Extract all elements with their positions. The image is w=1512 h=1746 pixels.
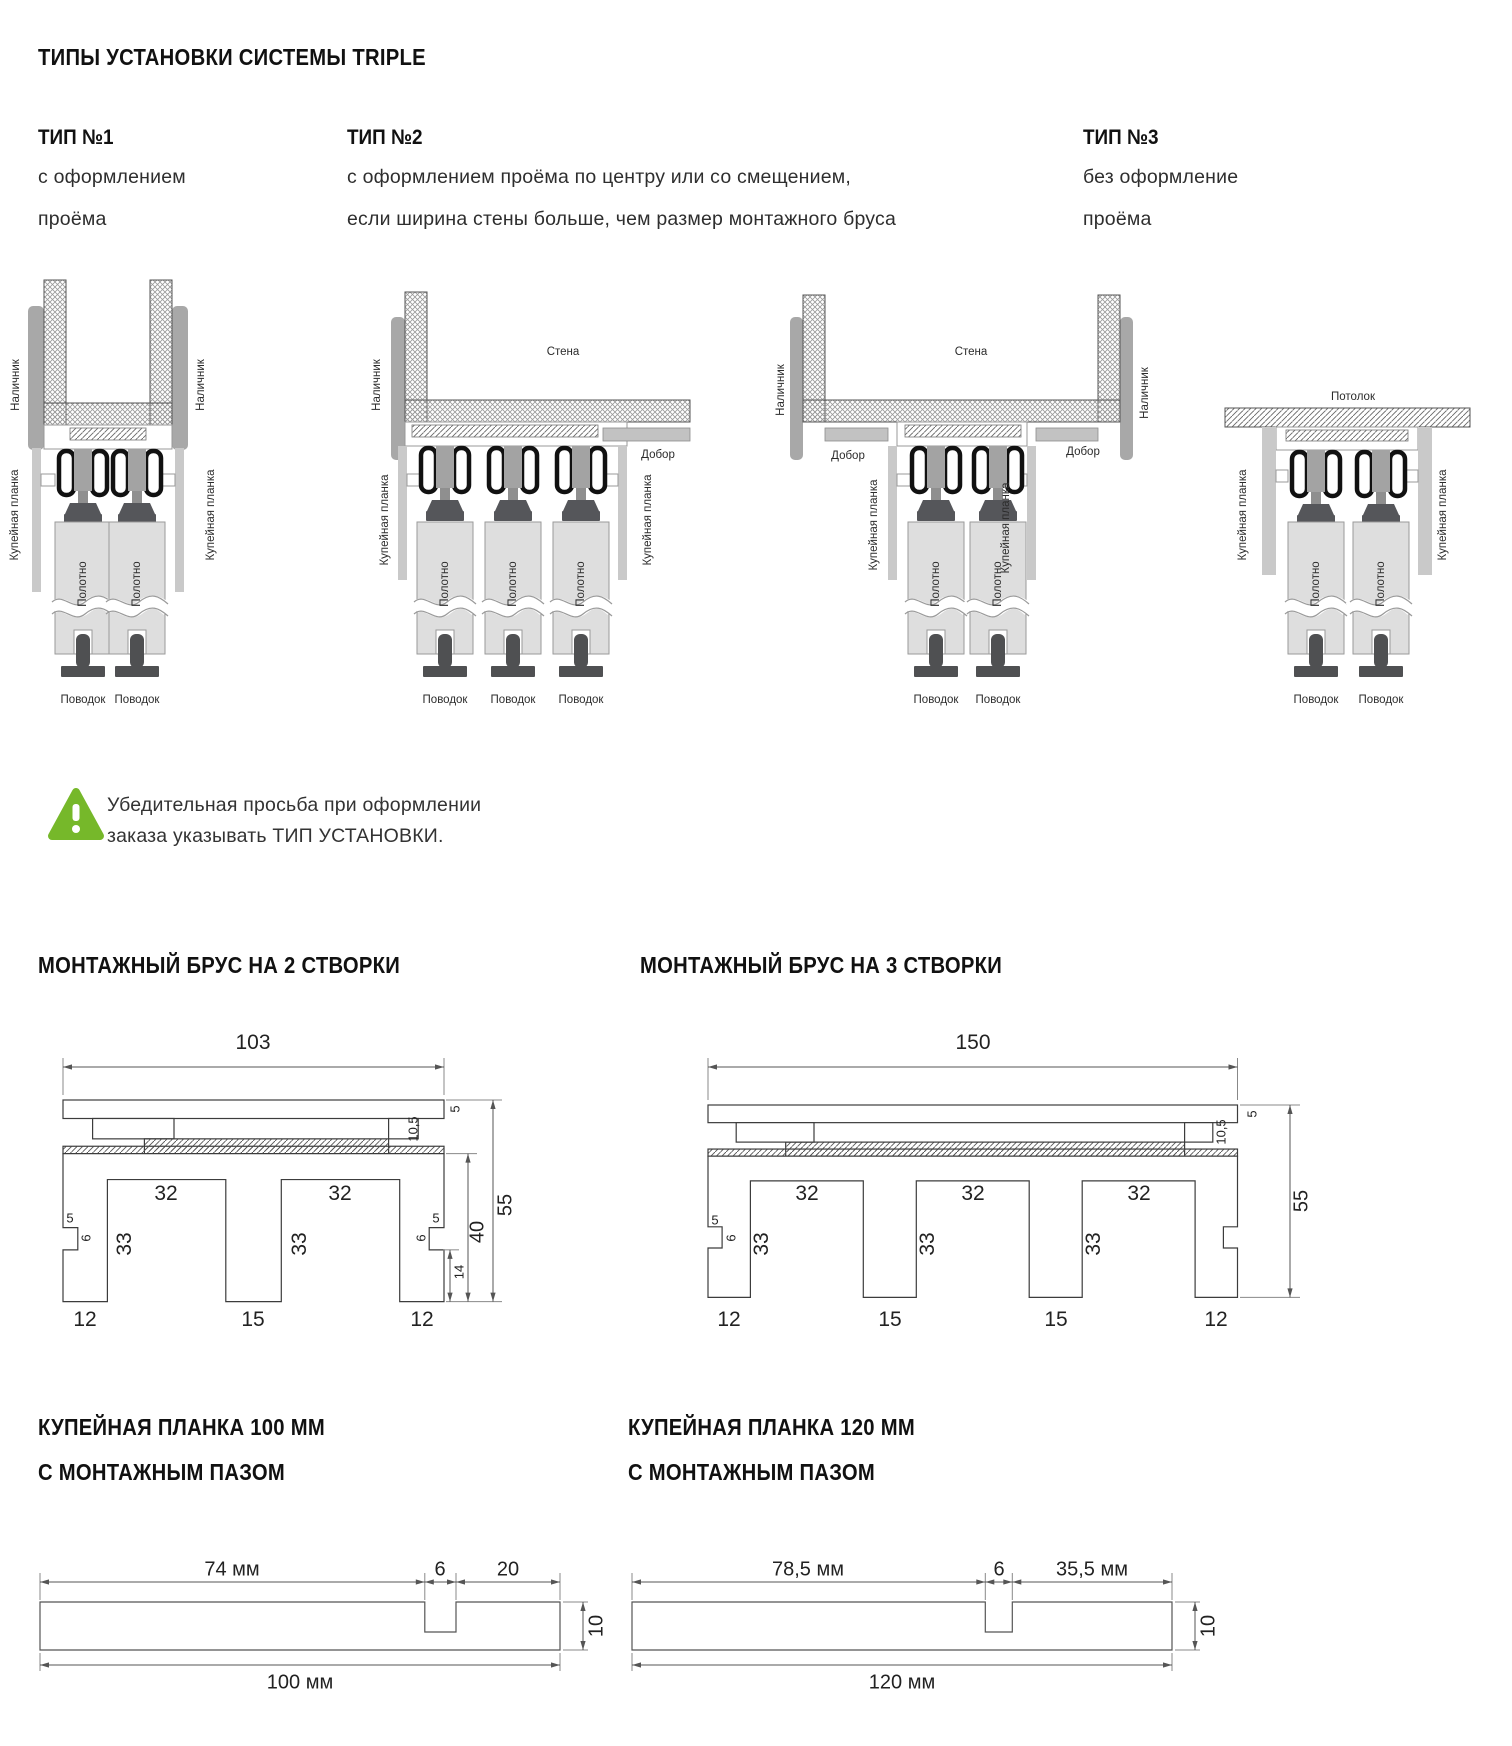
plank120-dim-groove: 6 bbox=[993, 1558, 1005, 1581]
beam3-leg12-right: 12 bbox=[1204, 1308, 1228, 1331]
plank100-title-line1: КУПЕЙНАЯ ПЛАНКА 100 ММ bbox=[38, 1414, 325, 1440]
note-line1: Убедительная просьба при оформлении bbox=[107, 794, 482, 816]
type1-povodok1-label: Поводок bbox=[60, 694, 106, 706]
beam2-notch6-right: 6 bbox=[413, 1234, 429, 1242]
type2c-stena-label: Стена bbox=[546, 346, 580, 358]
plank120-title-line2: С МОНТАЖНЫМ ПАЗОМ bbox=[628, 1459, 876, 1485]
beam3-dim-33c: 33 bbox=[1082, 1232, 1105, 1256]
beam2-leg12-left: 12 bbox=[73, 1308, 97, 1331]
type2-desc-line1: с оформлением проёма по центру или со смещением, bbox=[347, 166, 851, 188]
type2o-nalichnik-right-label: Наличник bbox=[1139, 367, 1151, 419]
type1-name: ТИП №1 bbox=[38, 126, 114, 149]
plank100-dim-b: 20 bbox=[496, 1558, 520, 1581]
beam2-dim-width: 103 bbox=[235, 1031, 271, 1054]
type1-planka-right-label: Купейная планка bbox=[205, 469, 217, 561]
plank120-drawing bbox=[632, 1573, 1200, 1671]
plank100-title-line2: С МОНТАЖНЫМ ПАЗОМ bbox=[38, 1459, 286, 1485]
beam2-dim-5top: 5 bbox=[447, 1105, 463, 1113]
beam2-leg12-right: 12 bbox=[410, 1308, 434, 1331]
plank-drawings bbox=[0, 1555, 1512, 1735]
type3-potolok-label: Потолок bbox=[1331, 391, 1375, 403]
type1-povodok2-label: Поводок bbox=[114, 694, 160, 706]
warning-icon bbox=[48, 786, 104, 846]
type3-povodok1-label: Поводок bbox=[1293, 694, 1339, 706]
type1-diagram bbox=[28, 280, 188, 677]
beam3-dim-105: 10,5 bbox=[1213, 1119, 1229, 1145]
type3-desc-line1: без оформление bbox=[1083, 166, 1239, 188]
beam3-dim-55: 55 bbox=[1290, 1189, 1313, 1213]
type2o-stena-label: Стена bbox=[954, 346, 988, 358]
note-text bbox=[107, 790, 481, 852]
plank120-title-line1: КУПЕЙНАЯ ПЛАНКА 120 ММ bbox=[628, 1414, 915, 1440]
beam2-notch5-right: 5 bbox=[432, 1210, 440, 1226]
type2c-polotno3-label: Полотно bbox=[575, 561, 587, 607]
beam3-dim-33b: 33 bbox=[916, 1232, 939, 1256]
beam3-leg15a: 15 bbox=[878, 1308, 902, 1331]
type3-name: ТИП №3 bbox=[1083, 126, 1159, 149]
beam3-dim-32a: 32 bbox=[795, 1182, 819, 1205]
plank100-drawing bbox=[40, 1573, 588, 1671]
type1-planka-left-label: Купейная планка bbox=[9, 469, 21, 561]
type2c-polotno1-label: Полотно bbox=[439, 561, 451, 607]
type3-planka-left-label: Купейная планка bbox=[1237, 469, 1249, 561]
type1-polotno1-label: Полотно bbox=[77, 561, 89, 607]
type1-nalichnik-right-label: Наличник bbox=[195, 359, 207, 411]
beam2-dim-40: 40 bbox=[466, 1220, 489, 1244]
beam2-leg15: 15 bbox=[241, 1308, 265, 1331]
type1-desc-line2: проёма bbox=[38, 208, 107, 230]
type2o-nalichnik-left-label: Наличник bbox=[775, 364, 787, 416]
beam2-notch6-left: 6 bbox=[78, 1234, 94, 1242]
beam2-dim-32a: 32 bbox=[154, 1182, 178, 1205]
plank100-dim-groove: 6 bbox=[434, 1558, 446, 1581]
page-title: ТИПЫ УСТАНОВКИ СИСТЕМЫ TRIPLE bbox=[38, 44, 426, 70]
type3-povodok2-label: Поводок bbox=[1358, 694, 1404, 706]
beam3-leg15b: 15 bbox=[1044, 1308, 1068, 1331]
plank120-dim-height: 10 bbox=[1197, 1614, 1220, 1638]
type2o-planka-left-label: Купейная планка bbox=[868, 479, 880, 571]
type2c-planka-left-label: Купейная планка bbox=[379, 474, 391, 566]
type2c-povodok1-label: Поводок bbox=[422, 694, 468, 706]
beam2-dim-32b: 32 bbox=[328, 1182, 352, 1205]
beam3-title: МОНТАЖНЫЙ БРУС НА 3 СТВОРКИ bbox=[640, 952, 1003, 978]
type2c-polotno2-label: Полотно bbox=[507, 561, 519, 607]
plank100-dim-a: 74 мм bbox=[204, 1558, 260, 1581]
beam2-dim-14: 14 bbox=[451, 1264, 467, 1280]
type2o-planka-right-label: Купейная планка bbox=[1000, 482, 1012, 574]
type1-desc-line1: с оформлением bbox=[38, 166, 186, 188]
installation-diagrams bbox=[0, 262, 1512, 732]
beam2-dim-33b: 33 bbox=[288, 1232, 311, 1256]
beam3-dim-33a: 33 bbox=[750, 1232, 773, 1256]
plank100-dim-height: 10 bbox=[585, 1614, 608, 1638]
type2o-povodok2-label: Поводок bbox=[975, 694, 1021, 706]
beam2-title: МОНТАЖНЫЙ БРУС НА 2 СТВОРКИ bbox=[38, 952, 401, 978]
beam2-drawing bbox=[63, 1058, 502, 1302]
type2c-nalichnik-label: Наличник bbox=[371, 359, 383, 411]
type2o-polotno1-label: Полотно bbox=[930, 561, 942, 607]
plank100-dim-total: 100 мм bbox=[266, 1671, 334, 1694]
type2o-dobor-right-label: Добор bbox=[1066, 446, 1100, 458]
beam2-dim-105: 10,5 bbox=[405, 1116, 421, 1142]
beam3-notch5: 5 bbox=[711, 1212, 719, 1228]
type3-diagram bbox=[1225, 408, 1470, 677]
type3-polotno1-label: Полотно bbox=[1310, 561, 1322, 607]
type3-desc-line2: проёма bbox=[1083, 208, 1152, 230]
beam3-dim-32b: 32 bbox=[961, 1182, 985, 1205]
beam-drawings bbox=[0, 1020, 1512, 1350]
beam3-notch6: 6 bbox=[723, 1234, 739, 1242]
type2-desc-line2: если ширина стены больше, чем размер монтажного бруса bbox=[347, 208, 897, 230]
type1-polotno2-label: Полотно bbox=[131, 561, 143, 607]
beam2-notch5-left: 5 bbox=[66, 1210, 74, 1226]
type2c-dobor-label: Добор bbox=[641, 449, 675, 461]
type3-polotno2-label: Полотно bbox=[1375, 561, 1387, 607]
type2o-polotno2-label: Полотно bbox=[992, 561, 1004, 607]
beam2-dim-33a: 33 bbox=[113, 1232, 136, 1256]
type2c-povodok2-label: Поводок bbox=[490, 694, 536, 706]
beam3-dim-5top: 5 bbox=[1244, 1110, 1260, 1118]
type2c-planka-right-label: Купейная планка bbox=[642, 474, 654, 566]
beam3-leg12-left: 12 bbox=[717, 1308, 741, 1331]
plank120-dim-total: 120 мм bbox=[868, 1671, 936, 1694]
type2o-dobor-left-label: Добор bbox=[831, 450, 865, 462]
type3-planka-right-label: Купейная планка bbox=[1437, 469, 1449, 561]
beam3-dim-32c: 32 bbox=[1127, 1182, 1151, 1205]
type2c-povodok3-label: Поводок bbox=[558, 694, 604, 706]
beam3-dim-width: 150 bbox=[955, 1031, 991, 1054]
note-line2: заказа указывать ТИП УСТАНОВКИ. bbox=[107, 825, 444, 847]
type2-name: ТИП №2 bbox=[347, 126, 423, 149]
beam3-drawing bbox=[708, 1058, 1300, 1297]
type2o-povodok1-label: Поводок bbox=[913, 694, 959, 706]
plank120-dim-b: 35,5 мм bbox=[1056, 1558, 1128, 1581]
plank120-dim-a: 78,5 мм bbox=[772, 1558, 844, 1581]
beam2-dim-55: 55 bbox=[494, 1193, 517, 1217]
type1-nalichnik-left-label: Наличник bbox=[10, 359, 22, 411]
